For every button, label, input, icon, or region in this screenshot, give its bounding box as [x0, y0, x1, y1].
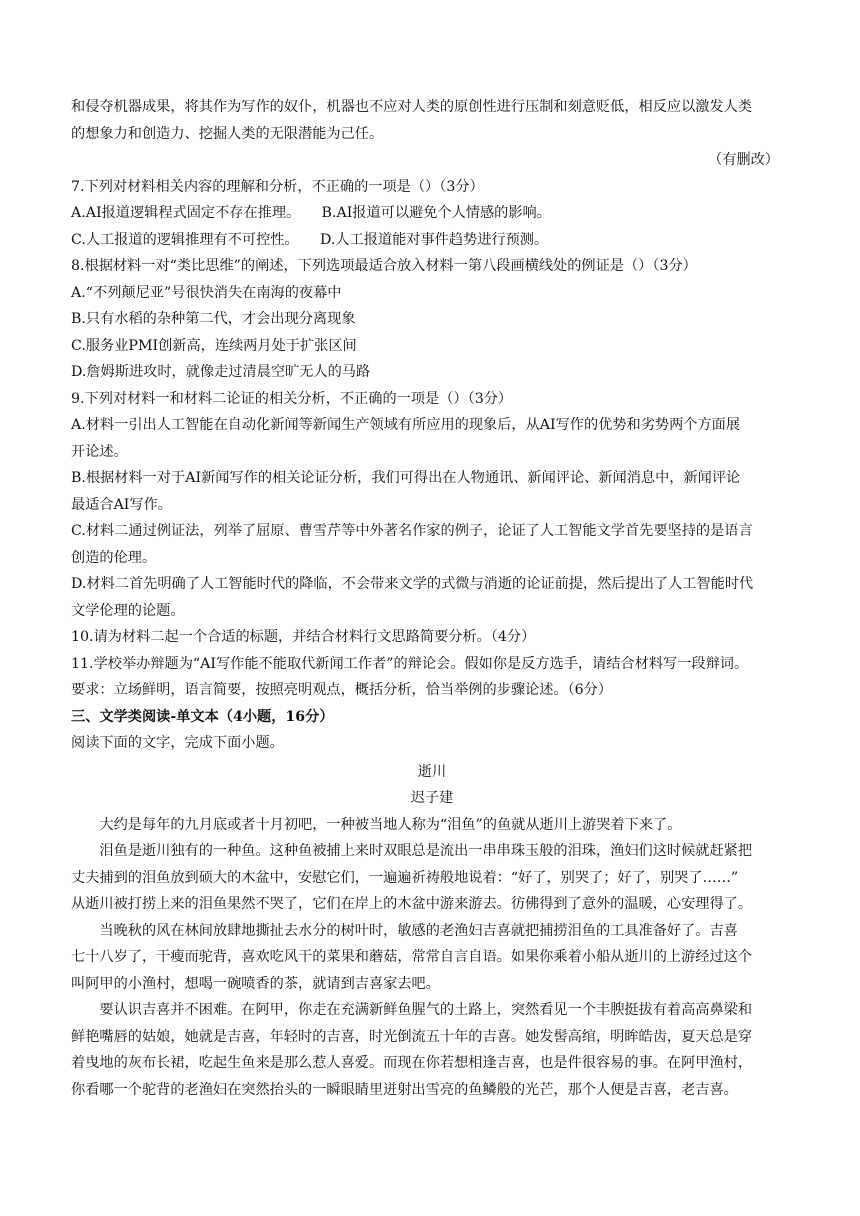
question-9-option-b-line-2: 最适合AI写作。 [71, 496, 172, 513]
story-paragraph-4-line-3: 着曳地的灰布长裙，吃起生鱼来是那么惹人喜爱。而现在你若想相逢吉喜，也是件很容易的事。在阿甲渔村， [71, 1055, 753, 1071]
question-11-line-1: 11.学校举办辩题为“AI写作能不能取代新闻工作者”的辩论会。假如你是反方选手，请结合材料写一段辩词。 [71, 655, 749, 672]
question-9-stem: 9.下列对材料一和材料二论证的相关分析，不正确的一项是（）（3分） [71, 390, 513, 407]
question-9-option-a-line-1: A.材料一引出人工智能在自动化新闻等新闻生产领域有所应用的现象后，从AI写作的优势和劣势两个方面展 [71, 417, 741, 433]
section-3-instruction: 阅读下面的文字，完成下面小题。 [71, 735, 284, 751]
question-7-options-row-2: C.人工报道的逻辑推理有不可控性。 D.人工报道能对事件趋势进行预测。 [71, 231, 549, 248]
story-paragraph-2-line-1: 泪鱼是逝川独有的一种鱼。这种鱼被捕上来时双眼总是流出一串串珠玉般的泪珠，渔妇们这时候就赶紧把 [99, 843, 753, 859]
story-paragraph-4-line-2: 鲜艳嘴唇的姑娘，她就是吉喜，年轻时的吉喜，时光倒流五十年的吉喜。她发髻高绾，明眸皓齿，夏天总是穿 [71, 1028, 753, 1045]
question-7-stem: 7.下列对材料相关内容的理解和分析，不正确的一项是（）（3分） [71, 178, 484, 195]
source-note: （有删改） [708, 152, 779, 168]
story-title: 逝川 [417, 763, 447, 780]
question-11-line-2: 要求：立场鲜明，语言简要，按照亮明观点，概括分析，恰当举例的步骤论述。（6分） [71, 682, 613, 698]
question-8-option-b: B.只有水稻的杂种第二代，才会出现分离现象 [71, 311, 356, 327]
question-8-stem: 8.根据材料一对“类比思维”的阐述，下列选项最适合放入材料一第八段画横线处的例证是（）（3分） [71, 258, 697, 274]
question-7-options-row-1: A.AI报道逻辑程式固定不存在推理。 B.AI报道可以避免个人情感的影响。 [71, 205, 551, 221]
question-9-option-c-line-1: C.材料二通过例证法，列举了屈原、曹雪芹等中外著名作家的例子，论证了人工智能文学首先要坚持的是语言 [71, 523, 753, 539]
question-9-option-d-line-2: 文学伦理的论题。 [71, 602, 185, 619]
question-9-option-d-line-1: D.材料二首先明确了人工智能时代的降临，不会带来文学的式微与消逝的论证前提，然后提出了人工智能时代 [71, 576, 754, 592]
material-tail-line-1: 和侵夺机器成果，将其作为写作的奴仆，机器也不应对人类的原创性进行压制和刻意贬低，相反应以激发人类 [71, 99, 753, 115]
section-3-heading: 三、文学类阅读-单文本（4小题，16分） [71, 708, 334, 725]
question-9-option-c-line-2: 创造的伦理。 [71, 549, 157, 566]
story-paragraph-2-line-3: 从逝川被打捞上来的泪鱼果然不哭了，它们在岸上的木盆中游来游去。彷佛得到了意外的温暖，心安理得了。 [71, 896, 753, 912]
question-8-option-a: A.“不列颠尼亚”号很快消失在南海的夜幕中 [71, 284, 342, 301]
story-paragraph-4-line-1: 要认识吉喜并不困难。在阿甲，你走在充满新鲜鱼腥气的土路上，突然看见一个丰腴挺拔有着高高鼻梁和 [99, 1002, 753, 1018]
story-paragraph-4-line-4: 你看哪一个驼背的老渔妇在突然抬头的一瞬眼睛里迸射出雪亮的鱼鳞般的光芒，那个人便是吉喜，老吉喜。 [71, 1081, 738, 1098]
story-paragraph-1-line-1: 大约是每年的九月底或者十月初吧，一种被当地人称为“泪鱼”的鱼就从逝川上游哭着下来了。 [99, 816, 682, 833]
material-tail-line-2: 的想象力和创造力、挖掘人类的无限潜能为己任。 [71, 125, 384, 142]
question-9-option-b-line-1: B.根据材料一对于AI新闻写作的相关论证分析，我们可得出在人物通讯、新闻评论、新闻消息中，新闻评论 [71, 470, 741, 486]
question-9-option-a-line-2: 开论述。 [71, 443, 128, 460]
story-paragraph-3-line-2: 七十八岁了，干瘦而驼背，喜欢吃风干的菜果和蘑菇，常常自言自语。如果你乘着小船从逝川的上游经过这个 [71, 949, 753, 965]
story-paragraph-3-line-1: 当晚秋的风在林间放肆地撕扯去水分的树叶时，敏感的老渔妇吉喜就把捕捞泪鱼的工具准备好了。吉喜 [99, 922, 738, 939]
story-author: 迟子建 [410, 790, 454, 806]
story-paragraph-3-line-3: 叫阿甲的小渔村，想喝一碗喷香的茶，就请到吉喜家去吧。 [71, 975, 440, 992]
story-paragraph-2-line-2: 丈夫捕到的泪鱼放到硕大的木盆中，安慰它们，一遍遍祈祷般地说着：“好了，别哭了；好了，别哭了……” [71, 869, 739, 886]
question-8-option-c: C.服务业PMI创新高，连续两月处于扩张区间 [71, 337, 357, 354]
page-content [71, 94, 793, 1103]
question-8-option-d: D.詹姆斯进攻时，就像走过清晨空旷无人的马路 [71, 364, 371, 380]
question-10-stem: 10.请为材料二起一个合适的标题，并结合材料行文思路简要分析。（4分） [71, 629, 536, 645]
